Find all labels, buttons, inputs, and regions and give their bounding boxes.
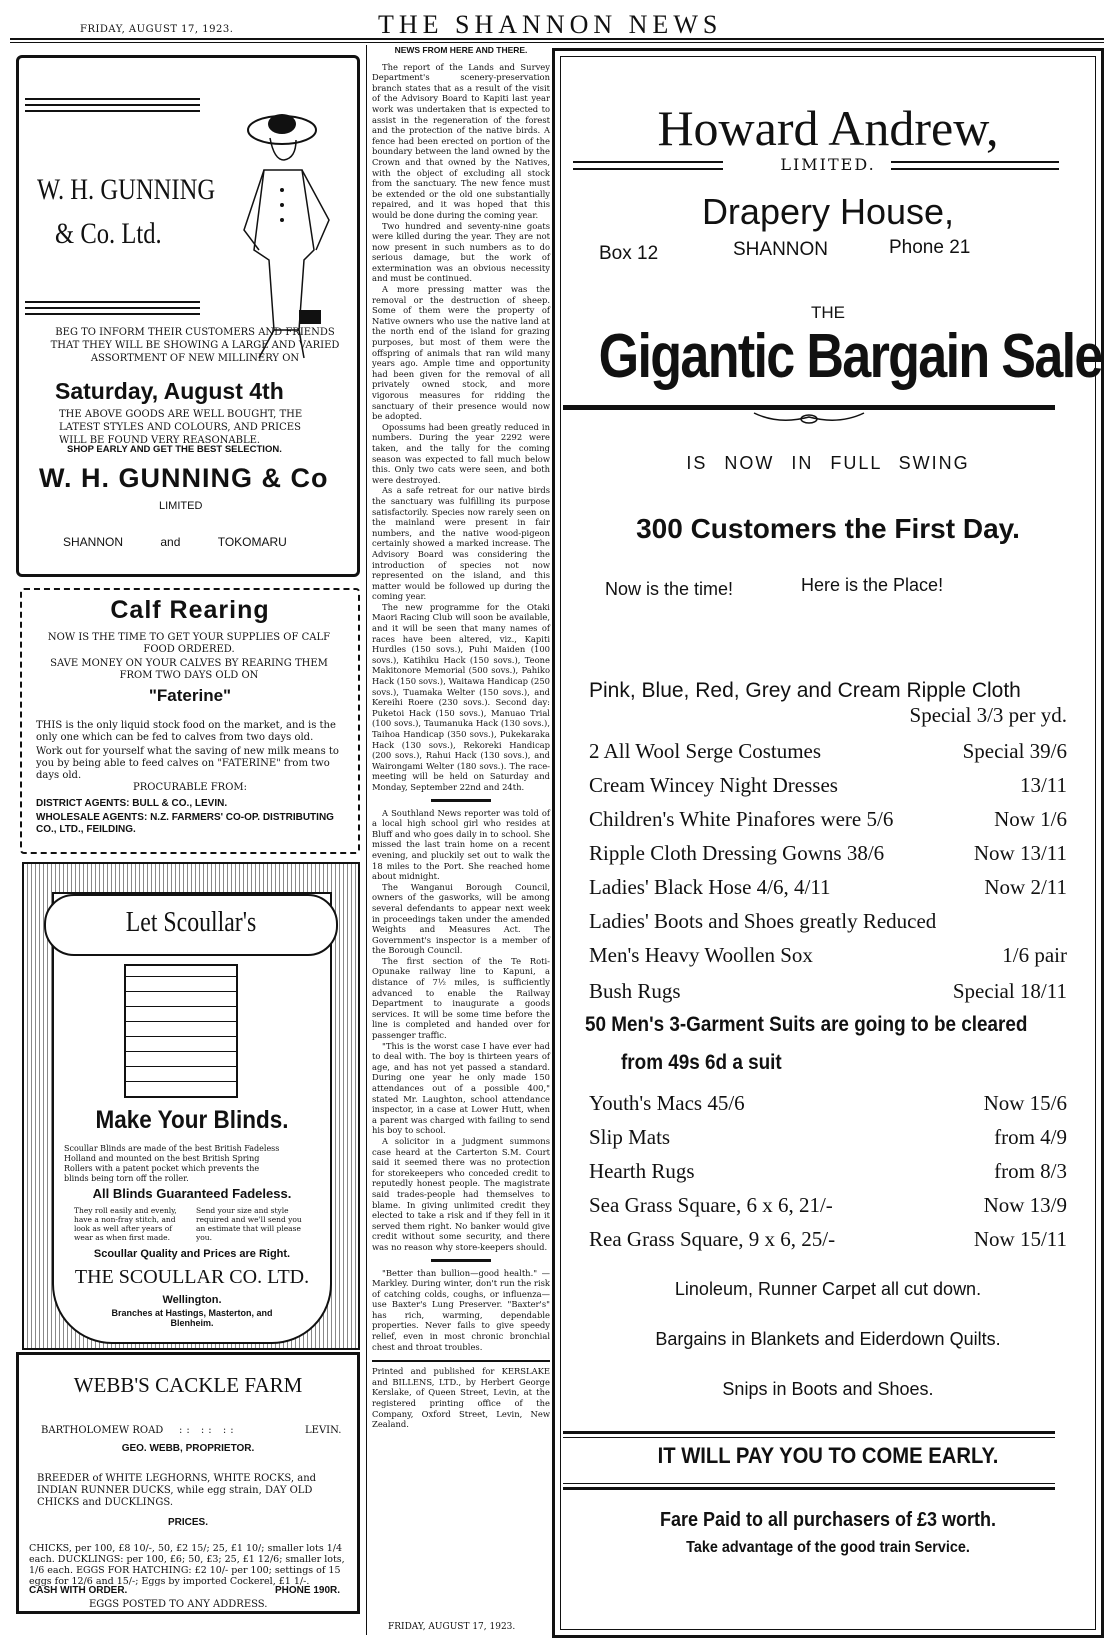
news-paragraph: The report of the Lands and Survey Department's scenery-preservation branch states that as a result of the visit of the Advisory Board to Kapiti last year work was undertaken that is expected to assist in the regeneration of the forest and the protection of the native birds. A fence had been erected on portion of the boundary between the land owned by the Crown and that owned by the Natives, with the object of excluding all stock from the sanctuary. The new fence must be extended or the old one substantially repaired, and it was hoped that this would be done during the coming year. xyxy=(372,61,550,220)
item-name: Sea Grass Square, 6 x 6, 21/- xyxy=(589,1193,833,1217)
gunning-limited: LIMITED xyxy=(159,500,203,512)
item-name: Hearth Rugs xyxy=(589,1159,695,1183)
gunning-name-line1: W. H. GUNNING xyxy=(37,173,216,206)
item-price: Special 39/6 xyxy=(962,739,1067,763)
item-name: Ladies' Boots and Shoes greatly Reduced xyxy=(589,909,937,933)
news-paragraph: Two hundred and seventy-nine goats were killed during the year. They are not now present in such numbers as to do serious damage, but the work of extermination was an obvious necessity and must be continued. xyxy=(372,220,550,284)
news-divider xyxy=(431,1259,491,1262)
webb-price-list: CHICKS, per 100, £8 10/-, 50, £2 15/; 25, £1 10/; smaller lots 1/4 each. DUCKLINGS: per 100, £6; 50, £3; 25, £1 12/6; smaller lots, 1/6 each. EGGS FOR HATCHING: £2 10/- per 100; settings of 15 eggs for 12/6 and 15/-; Eggs by imported Cockerel, £1 1/-. xyxy=(29,1543,345,1587)
news-paragraph: A Southland News reporter was told of a local high school girl who resides at Bluff and who goes daily in to school. She missed the last train home on a recent evening, and pluckily set out to walk the 18 miles to the Port. She reached home about midnight. xyxy=(372,807,550,882)
imprint: Printed and published for KERSLAKE and BILLENS, LTD., by Herbert George Kerslake, of Queen Street, Levin, at the registered printing office of the Company, Oxford Street, Levin, New Zealand. xyxy=(372,1366,550,1430)
calf-district: DISTRICT AGENTS: BULL & CO., LEVIN. xyxy=(36,798,228,809)
webb-breeder: BREEDER of WHITE LEGHORNS, WHITE ROCKS, and INDIAN RUNNER DUCKS, while egg strain, DAY OLD CHICKS and DUCKLINGS. xyxy=(37,1473,317,1508)
gunning-company: W. H. GUNNING & Co xyxy=(39,463,329,493)
gunning-date: Saturday, August 4th xyxy=(55,378,284,404)
scoullar-branches: Branches at Hastings, Masterton, and Blenheim. xyxy=(111,1308,273,1328)
item-price: Special 18/11 xyxy=(952,979,1067,1003)
item-price: from 4/9 xyxy=(994,1125,1067,1149)
divider xyxy=(563,1431,1055,1438)
scoullar-make: Make Your Blinds. xyxy=(95,1106,289,1134)
scoullar-col2: Send your size and style required and we'll send you an estimate that will please you. xyxy=(196,1206,302,1242)
calf-procurable: PROCURABLE FROM: xyxy=(132,782,248,793)
item-name: Bush Rugs xyxy=(589,979,681,1003)
howard-box: Box 12 xyxy=(599,243,659,264)
imprint-rule xyxy=(372,1360,550,1362)
decor-line xyxy=(25,98,200,100)
news-paragraph: A solicitor in a judgment summons case heard at the Carterton S.M. Court said it seemed there was no protection for storekeepers who conceded credit to reputedly honest people. The magistrate said trades-people had themselves to blame. In giving unlimited credit they elected to take a risk and if they fell in it served them right. No banker would give credit without some security, and there was no reason why store-keepers should. xyxy=(372,1135,550,1252)
webb-phone: PHONE 190R. xyxy=(275,1585,341,1596)
here-is-the-place: Here is the Place! xyxy=(801,575,944,595)
calf-para2: Work out for yourself what the saving of new milk means to you by being able to feed calves on "FATERINE" from two days old. xyxy=(36,746,339,781)
decor-line xyxy=(25,313,200,315)
item-name: Children's White Pinafores were 5/6 xyxy=(589,807,894,831)
scoullar-ad xyxy=(22,862,360,1350)
news-divider xyxy=(431,799,491,802)
calf-wholesale: WHOLESALE AGENTS: N.Z. FARMERS' CO-OP. DISTRIBUTING CO., LTD., FEILDING. xyxy=(36,812,334,835)
sale-item xyxy=(589,875,1067,900)
window-illustration xyxy=(124,964,238,1098)
scoullar-company: THE SCOULLAR CO. LTD. xyxy=(74,1266,310,1288)
item-name: Pink, Blue, Red, Grey and Cream Ripple Cloth xyxy=(589,679,1021,702)
sale-item xyxy=(589,979,1067,1004)
item-name: Men's Heavy Woollen Sox xyxy=(589,943,813,967)
now-is-the-time: Now is the time! xyxy=(605,579,734,599)
decor-line xyxy=(25,301,200,303)
scoullar-banner xyxy=(44,894,338,956)
item-price: Now 13/9 xyxy=(983,1193,1067,1217)
item-name: Ladies' Black Hose 4/6, 4/11 xyxy=(589,875,831,899)
sale-item xyxy=(589,679,1067,703)
calf-product: "Faterine" xyxy=(148,686,232,705)
scoullar-panel xyxy=(52,892,332,1344)
decor-line xyxy=(25,307,200,309)
news-paragraph: A more pressing matter was the removal or the destruction of sheep. Some of them were the property of Native owners who use the native land at the north end of the island for grazing purposes, but most of them were the offspring of animals that ran wild many years ago. Ample time and opportunity had been given for the removal of all privately owned stock, and more vigorous measures for ridding the sanctuary of their presence would now be adopted. xyxy=(372,284,550,422)
item-price: from 8/3 xyxy=(994,1159,1067,1183)
news-paragraph: The new programme for the Otaki Maori Racing Club will soon be available, and it will be seen that many names of races have been altered, viz., Kapiti Hurdles (150 sovs.), Puhi Maiden (100 sovs.), Katihiku Hack (150 sovs.), Teone Makitonore Memorial (500 sovs.), Pahiko Hack (150 sovs.), Waitawa Handicap (250 sovs.), Tuamaka Welter (150 sovs.), and Kereihi Roere (230 sovs.). Second day: Puketoi Hack (150 sovs.), Manuao Trial (100 sovs.), Taumanuka Hack (130 sovs.), Taihoa Handicap (350 sovs.), Pukekaraka Hack (130 sovs.), Rekoreki Handicap (200 sovs.), Rahui Hack (130 sovs.), and Wairongami Welter (180 sovs.). The race-meeting will be held on Saturday and Monday, September 22nd and 24th. xyxy=(372,601,550,792)
item-name: Youth's Macs 45/6 xyxy=(589,1091,745,1115)
webb-ad xyxy=(16,1352,360,1614)
suits-line2: from 49s 6d a suit xyxy=(621,1051,782,1074)
howard-andrew-ad xyxy=(552,48,1104,1638)
masthead: THE SHANNON NEWS xyxy=(378,10,723,39)
howard-limited: LIMITED. xyxy=(780,155,876,174)
divider xyxy=(563,1483,1055,1490)
webb-proprietor: GEO. WEBB, PROPRIETOR. xyxy=(121,1443,255,1454)
decor-line xyxy=(25,104,200,106)
town-tokomaru: TOKOMARU xyxy=(217,535,287,549)
customers-first-day: 300 Customers the First Day. xyxy=(636,513,1020,544)
news-paragraph: "This is the worst case I have ever had to deal with. The boy is thirteen years of age, and has not yet passed a standard. During one year he only made 150 attendances out of a possible 400," stated Mr. Laughton, school attendance inspector, in a case at Lower Hutt, when a parent was charged with failing to send his boy to school. xyxy=(372,1040,550,1136)
sale-item xyxy=(589,1227,1067,1252)
webb-title: WEBB'S CACKLE FARM xyxy=(73,1373,303,1397)
header-rule xyxy=(10,38,1104,40)
gunning-towns xyxy=(63,536,343,549)
webb-posted: EGGS POSTED TO ANY ADDRESS. xyxy=(89,1599,268,1610)
calf-line1: NOW IS THE TIME TO GET YOUR SUPPLIES OF CALF FOOD ORDERED. xyxy=(47,632,331,655)
gunning-intro: BEG TO INFORM THEIR CUSTOMERS AND FRIENDS THAT THEY WILL BE SHOWING A LARGE AND VARIED ASSORTMENT OF NEW MILLINERY ON xyxy=(50,327,340,364)
gunning-shop-early: SHOP EARLY AND GET THE BEST SELECTION. xyxy=(67,444,282,455)
linoleum-line: Linoleum, Runner Carpet all cut down. xyxy=(674,1279,982,1299)
fare-paid: Fare Paid to all purchasers of £3 worth. xyxy=(659,1509,997,1531)
item-name: Rea Grass Square, 9 x 6, 25/- xyxy=(589,1227,836,1251)
sale-item xyxy=(589,943,1067,968)
sale-item xyxy=(589,1193,1067,1218)
full-swing: IS NOW IN FULL SWING xyxy=(686,453,970,473)
item-name: 2 All Wool Serge Costumes xyxy=(589,739,822,763)
scoullar-banner-text: Let Scoullar's xyxy=(125,907,257,938)
item-price: Now 15/6 xyxy=(983,1091,1067,1115)
howard-town: SHANNON xyxy=(733,239,829,260)
sale-item xyxy=(589,773,1067,798)
calf-title: Calf Rearing xyxy=(110,596,270,624)
news-column xyxy=(372,45,550,1430)
sale-item xyxy=(589,909,1067,934)
sale-item xyxy=(589,807,1067,832)
train-service: Take advantage of the good train Service. xyxy=(686,1539,970,1556)
item-price: Now 2/11 xyxy=(984,875,1067,899)
header-rule-thin xyxy=(10,42,1104,43)
gunning-name xyxy=(37,168,215,256)
gunning-body: THE ABOVE GOODS ARE WELL BOUGHT, THE LATEST STYLES AND COLOURS, AND PRICES WILL BE FOUND VERY REASONABLE. xyxy=(59,409,303,446)
sale-item xyxy=(589,739,1067,764)
scoullar-col1: They roll easily and evenly, have a non-fray stitch, and look as well after years of wear as when first made. xyxy=(74,1206,177,1242)
webb-dots: :: :: :: xyxy=(179,1425,238,1436)
news-paragraph: As a safe retreat for our native birds the sanctuary was fulfilling its purpose satisfactorily. Species now rarely seen on the mainland were present in fair numbers, and the native wood-pigeon certainly showed a marked increase. The Advisory Board was considering the introduction of species not now represented on the island, and this matter would be followed up during the coming year. xyxy=(372,485,550,602)
come-early: IT WILL PAY YOU TO COME EARLY. xyxy=(657,1443,999,1468)
item-price: 13/11 xyxy=(1019,773,1067,797)
news-paragraph: Opossums had been greatly reduced in numbers. During the year 2292 were taken, and the tally for the coming season was expected to fall much below this. Only two cats were seen, and both were destroyed. xyxy=(372,421,550,485)
item-price: Special 3/3 per yd. xyxy=(909,703,1067,727)
calf-para1: THIS is the only liquid stock food on the market, and is the only one which can be fed to calves from two days old. xyxy=(36,720,336,743)
decor-line xyxy=(25,110,200,112)
news-heading: NEWS FROM HERE AND THERE. xyxy=(394,45,528,55)
sale-item xyxy=(589,841,1067,866)
howard-phone: Phone 21 xyxy=(889,237,971,258)
item-name: Ripple Cloth Dressing Gowns 38/6 xyxy=(589,841,885,865)
fashion-lady-illustration xyxy=(204,100,354,362)
flourish-ornament xyxy=(749,409,869,427)
item-price: Now 15/11 xyxy=(973,1227,1067,1251)
howard-the: THE xyxy=(811,303,845,322)
header-date: FRIDAY, AUGUST 17, 1923. xyxy=(80,24,234,35)
suits-line1: 50 Men's 3-Garment Suits are going to be cleared xyxy=(585,1013,1028,1036)
snips-line: Snips in Boots and Shoes. xyxy=(722,1379,934,1399)
blankets-line: Bargains in Blankets and Eiderdown Quilts. xyxy=(655,1329,1001,1349)
sale-item xyxy=(589,1091,1067,1116)
news-paragraph: The first section of the Te Roti-Opunake railway line to Kapuni, a distance of 7½ miles, is sufficiently advanced to enable the Railway Department to inaugurate a goods services. It will be some time before the line is completed and handed over for passenger traffic. xyxy=(372,955,550,1041)
gigantic-bargain-sale: Gigantic Bargain Sale xyxy=(598,322,1102,391)
town-shannon: SHANNON xyxy=(63,535,124,549)
gunning-ad xyxy=(16,55,360,577)
scoullar-city: Wellington. xyxy=(162,1294,222,1306)
item-price: 1/6 pair xyxy=(1002,943,1067,967)
scoullar-para: Scoullar Blinds are made of the best British Fadeless Holland and mounted on the best British Spring Rollers with a patent pocket which prevents the blinds being torn off the roller. xyxy=(64,1144,280,1183)
item-price: Now 1/6 xyxy=(994,807,1067,831)
town-and: and xyxy=(160,535,181,549)
scoullar-quality: Scoullar Quality and Prices are Right. xyxy=(93,1248,291,1260)
calf-line2: SAVE MONEY ON YOUR CALVES BY REARING THEM FROM TWO DAYS OLD ON xyxy=(50,658,328,681)
scoullar-guarantee: All Blinds Guaranteed Fadeless. xyxy=(92,1186,292,1201)
webb-town: LEVIN. xyxy=(305,1425,342,1436)
news-paragraph: The Wanganui Borough Council, owners of the gasworks, will be among several defendants to appear next week in proceedings taken under the amended Weights and Measures Act. The Government's inspector is a member of the Borough Council. xyxy=(372,881,550,956)
footer-date: FRIDAY, AUGUST 17, 1923. xyxy=(388,1622,516,1632)
webb-prices-heading: PRICES. xyxy=(167,1517,208,1528)
howard-name: Howard Andrew, xyxy=(657,100,999,156)
webb-road: BARTHOLOMEW ROAD xyxy=(41,1425,164,1436)
item-price: Now 13/11 xyxy=(973,841,1067,865)
drapery-house: Drapery House, xyxy=(701,191,955,232)
calf-rearing-ad xyxy=(20,588,360,854)
item-name: Cream Wincey Night Dresses xyxy=(589,773,838,797)
column-rule xyxy=(366,45,367,1635)
webb-cash: CASH WITH ORDER. xyxy=(29,1585,128,1596)
gunning-name-line2: & Co. Ltd. xyxy=(55,217,162,250)
item-name: Slip Mats xyxy=(589,1125,671,1149)
baxter-ad: "Better than bullion—good health." —Markley. During winter, don't run the risk of catching colds, coughs, or influenza—use Baxter's Lung Preserver. "Baxter's" has rich, warming, dependable properties. Never fails to give speedy relief, even in most chronic bronchial chest and throat troubles. xyxy=(372,1267,550,1352)
sale-item xyxy=(589,1159,1067,1184)
sale-item xyxy=(589,1125,1067,1150)
